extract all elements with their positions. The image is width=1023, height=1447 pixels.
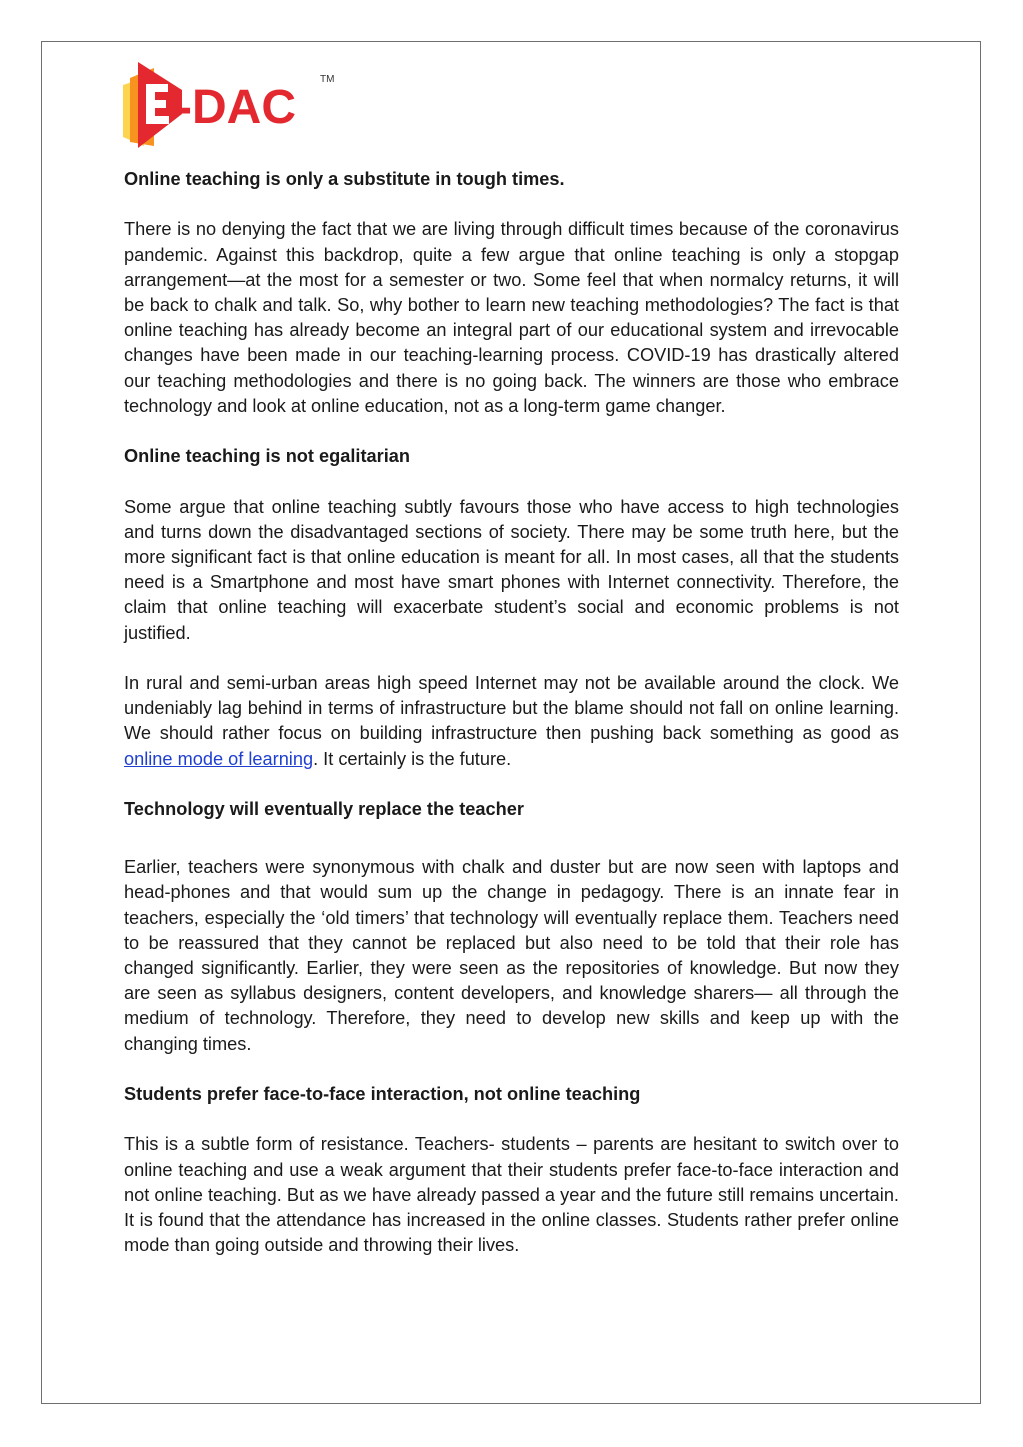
edac-logo [120,58,350,148]
section-heading-replace-teacher: Technology will eventually replace the teacher [124,799,524,819]
paragraph-replace-teacher: Earlier, teachers were synonymous with chalk and duster but are now seen with laptops and head-phones and that would sum up the change in pedagogy. There is an innate fear in teachers, especially the ‘old timers’ that technology will eventually replace them. Teachers need to be reassured that they cannot be replaced but also need to be told that their role has changed significantly. Earlier, they were seen as the repositories of knowledge. But now they are seen as syllabus designers, content developers, and knowledge sharers— all through the medium of technology. Therefore, they need to develop new skills and keep up with the changing times. [124,857,899,1054]
online-mode-of-learning-link[interactable]: online mode of learning [124,748,314,769]
paragraph-infrastructure-text: In rural and semi-urban areas high speed Internet may not be available around the clock. We undeniably lag behind in terms of infrastructure but the blame should not fall on online learning. We should rather focus on building infrastructure then pushing back something as good as [124,673,899,744]
article-body [124,167,899,1258]
paragraph-infrastructure [124,671,899,772]
section-heading-face-to-face: Students prefer face-to-face interaction, not online teaching [124,1084,641,1105]
section-heading-substitute: Online teaching is only a substitute in tough times. [124,169,565,189]
logo-e-letter [146,84,169,124]
logo-trademark: TM [320,74,335,85]
paragraph-infrastructure-tail: . It certainly is the future. [313,748,512,769]
section-heading-egalitarian: Online teaching is not egalitarian [124,446,411,467]
paragraph-substitute: There is no denying the fact that we are living through difficult times because of the coronavirus pandemic. Against this backdrop, quite a few argue that online teaching is only a stopgap arrangement—at the most for a semester or two. Some feel that when normalcy returns, it will be back to chalk and talk. So, why bother to learn new teaching methodologies? The fact is that online teaching has already become an integral part of our educational system and irrevocable changes have been made in our teaching-learning process. COVID-19 has drastically altered our teaching methodologies and there is no going back. The winners are those who embrace technology and look at online education, not as a long-term game changer. [124,219,899,416]
logo-wordmark: -DAC [176,81,296,134]
paragraph-face-to-face: This is a subtle form of resistance. Teachers- students – parents are hesitant to switch over to online teaching and use a weak argument that their students prefer face-to-face interaction and not online teaching. But as we have already passed a year and the future still remains uncertain. It is found that the attendance has increased in the online classes. Students rather prefer online mode than going outside and throwing their lives. [124,1134,899,1256]
paragraph-egalitarian: Some argue that online teaching subtly favours those who have access to high technologies and turns down the disadvantaged sections of society. There may be some truth here, but the more significant fact is that online education is meant for all. In most cases, all that the students need is a Smartphone and most have smart phones with Internet connectivity. Therefore, the claim that online teaching will exacerbate student’s social and economic problems is not justified. [124,496,899,643]
edac-logo-image [120,58,350,148]
